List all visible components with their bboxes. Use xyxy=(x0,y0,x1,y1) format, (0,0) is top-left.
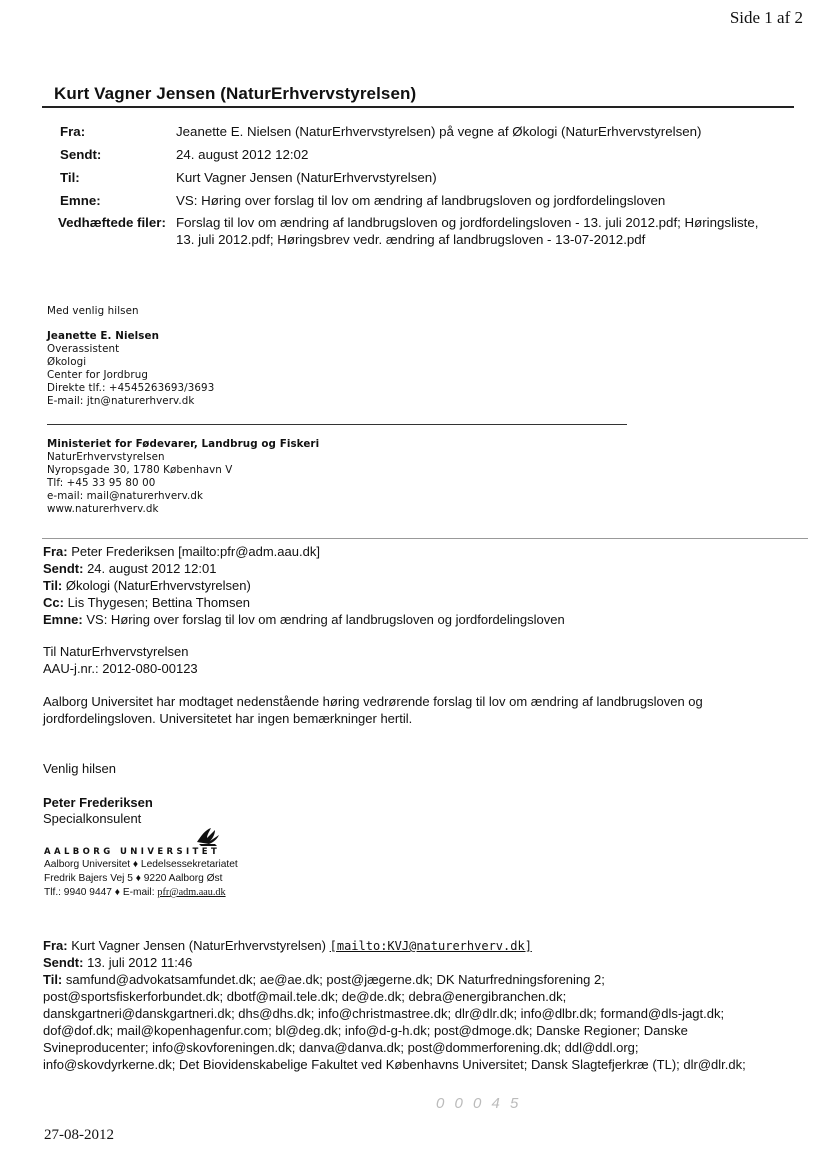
fwd-closing: Venlig hilsen xyxy=(43,761,116,776)
fwd-cc-value: Lis Thygesen; Bettina Thomsen xyxy=(67,595,250,610)
header-attachments-line1[interactable]: Forslag til lov om ændring af landbrugsloven og jordfordelingsloven - 13. juli 2012.pdf; Høringsliste, xyxy=(176,215,759,230)
document-title: Kurt Vagner Jensen (NaturErhvervstyrelsen) xyxy=(54,84,417,103)
ministry-address: Nyropsgade 30, 1780 København V xyxy=(47,464,233,476)
orig-to-line5: Svineproducenter; info@skovforeningen.dk; danva@danva.dk; post@dommerforening.dk; ddl@ddl.org; xyxy=(43,1040,639,1055)
orig-to-line2: post@sportsfiskerforbundet.dk; dbotf@mail.tele.dk; de@de.dk; debra@energibranchen.dk; xyxy=(43,989,567,1004)
fwd-body-line1: Aalborg Universitet har modtaget nedenstående høring vedrørende forslag til lov om ændring af landbrugsloven og xyxy=(43,694,703,709)
signature-email[interactable]: E-mail: jtn@naturerhverv.dk xyxy=(47,395,195,407)
signature-greeting: Med venlig hilsen xyxy=(47,305,139,317)
fwd-to-label: Til: xyxy=(43,578,63,593)
fwd-sent-value: 24. august 2012 12:01 xyxy=(87,561,217,576)
fwd-from-label: Fra: xyxy=(43,544,68,559)
orig-to-line6: info@skovdyrkerne.dk; Det Biovidenskabelige Fakultet ved Københavns Universitet; Dansk Slagtefjerkræ (TL); dlr@dlr.dk; xyxy=(43,1057,746,1072)
fwd-body-line2: jordfordelingsloven. Universitetet har ingen bemærkninger hertil. xyxy=(43,711,413,726)
orig-to-line3: danskgartneri@danskgartneri.dk; dhs@dhs.dk; info@christmastree.dk; dlr@dlr.dk; info@dlbr.dk; formand@dls-jagt.dk; xyxy=(43,1006,725,1021)
orig-to-line4: dof@dof.dk; mail@kopenhagenfur.com; bl@deg.dk; info@d-g-h.dk; post@dmoge.dk; Danske Regioner; Danske xyxy=(43,1023,688,1038)
svg-text:AALBORG UNIVERSITET: AALBORG UNIVERSITET xyxy=(44,847,221,857)
header-sent-value: 24. august 2012 12:02 xyxy=(176,147,309,162)
header-subject-label: Emne: xyxy=(60,193,101,208)
header-attachments-line2[interactable]: 13. juli 2012.pdf; Høringsbrev vedr. ændring af landbrugsloven - 13-07-2012.pdf xyxy=(176,232,646,247)
header-to-value: Kurt Vagner Jensen (NaturErhvervstyrelsen) xyxy=(176,170,437,185)
header-attachments-label: Vedhæftede filer: xyxy=(58,215,166,230)
aau-phone: Tlf.: 9940 9447 ♦ E-mail: xyxy=(44,887,158,898)
orig-sent-value: 13. juli 2012 11:46 xyxy=(87,955,193,970)
fwd-cc-row xyxy=(43,594,250,611)
footer-date: 27-08-2012 xyxy=(44,1127,114,1143)
page-number: Side 1 af 2 xyxy=(729,8,803,27)
header-to-label: Til: xyxy=(60,170,80,185)
orig-to-line1: samfund@advokatsamfundet.dk; ae@ae.dk; post@jægerne.dk; DK Naturfredningsforening 2; xyxy=(65,972,605,987)
title-divider xyxy=(42,106,794,108)
signature-title: Overassistent xyxy=(47,343,120,355)
fwd-sent-label: Sendt: xyxy=(43,561,84,576)
signature-divider xyxy=(47,424,627,425)
signature-center: Center for Jordbrug xyxy=(47,369,149,381)
ministry-agency: NaturErhvervstyrelsen xyxy=(47,451,165,463)
orig-from-row xyxy=(43,937,813,955)
fwd-subject-label: Emne: xyxy=(43,612,83,627)
orig-sent-row xyxy=(43,954,813,971)
orig-from-value: Kurt Vagner Jensen (NaturErhvervstyrelsen) xyxy=(71,938,326,953)
aau-address-line2: Fredrik Bajers Vej 5 ♦ 9220 Aalborg Øst xyxy=(44,873,223,884)
header-subject-value: VS: Høring over forslag til lov om ændring af landbrugsloven og jordfordelingsloven xyxy=(176,193,666,208)
fwd-sent-row xyxy=(43,560,216,577)
fwd-to-value: Økologi (NaturErhvervstyrelsen) xyxy=(65,578,251,593)
forward-separator xyxy=(42,538,808,539)
fwd-from-value[interactable]: Peter Frederiksen [mailto:pfr@adm.aau.dk] xyxy=(71,544,320,559)
fwd-signer-title: Specialkonsulent xyxy=(43,811,142,826)
fwd-signer-name: Peter Frederiksen xyxy=(43,795,153,810)
orig-from-label: Fra: xyxy=(43,938,68,953)
fwd-to-row xyxy=(43,577,251,594)
fwd-subject-value: VS: Høring over forslag til lov om ændring af landbrugsloven og jordfordelingsloven xyxy=(86,612,565,627)
header-sent-label: Sendt: xyxy=(60,147,102,162)
orig-from-mailto[interactable]: [mailto:KVJ@naturerhverv.dk] xyxy=(329,939,532,953)
orig-sent-label: Sendt: xyxy=(43,955,84,970)
archive-stamp: 0 0 0 4 5 xyxy=(436,1095,522,1112)
header-from-label: Fra: xyxy=(60,124,86,139)
ministry-phone: Tlf: +45 33 95 80 00 xyxy=(47,477,156,489)
fwd-subject-row xyxy=(43,611,565,628)
fwd-recipient-line: Til NaturErhvervstyrelsen xyxy=(43,644,189,659)
fwd-cc-label: Cc: xyxy=(43,595,64,610)
ministry-email[interactable]: e-mail: mail@naturerhverv.dk xyxy=(47,490,204,502)
signature-unit: Økologi xyxy=(47,356,87,368)
fwd-from-row xyxy=(43,543,320,560)
aau-address-line3 xyxy=(44,886,226,899)
signature-phone: Direkte tlf.: +4545263693/3693 xyxy=(47,382,215,394)
orig-to-label: Til: xyxy=(43,972,63,987)
aau-address-line1: Aalborg Universitet ♦ Ledelsessekretariatet xyxy=(44,859,238,870)
aau-email-link[interactable]: pfr@adm.aau.dk xyxy=(157,887,226,898)
ministry-website[interactable]: www.naturerhverv.dk xyxy=(47,503,159,515)
header-from-value: Jeanette E. Nielsen (NaturErhvervstyrelsen) på vegne af Økologi (NaturErhvervstyrelsen) xyxy=(176,124,702,139)
orig-to-row xyxy=(43,971,813,988)
signature-name: Jeanette E. Nielsen xyxy=(47,330,160,342)
fwd-case-number: AAU-j.nr.: 2012-080-00123 xyxy=(43,661,198,676)
ministry-name: Ministeriet for Fødevarer, Landbrug og Fiskeri xyxy=(47,438,320,450)
